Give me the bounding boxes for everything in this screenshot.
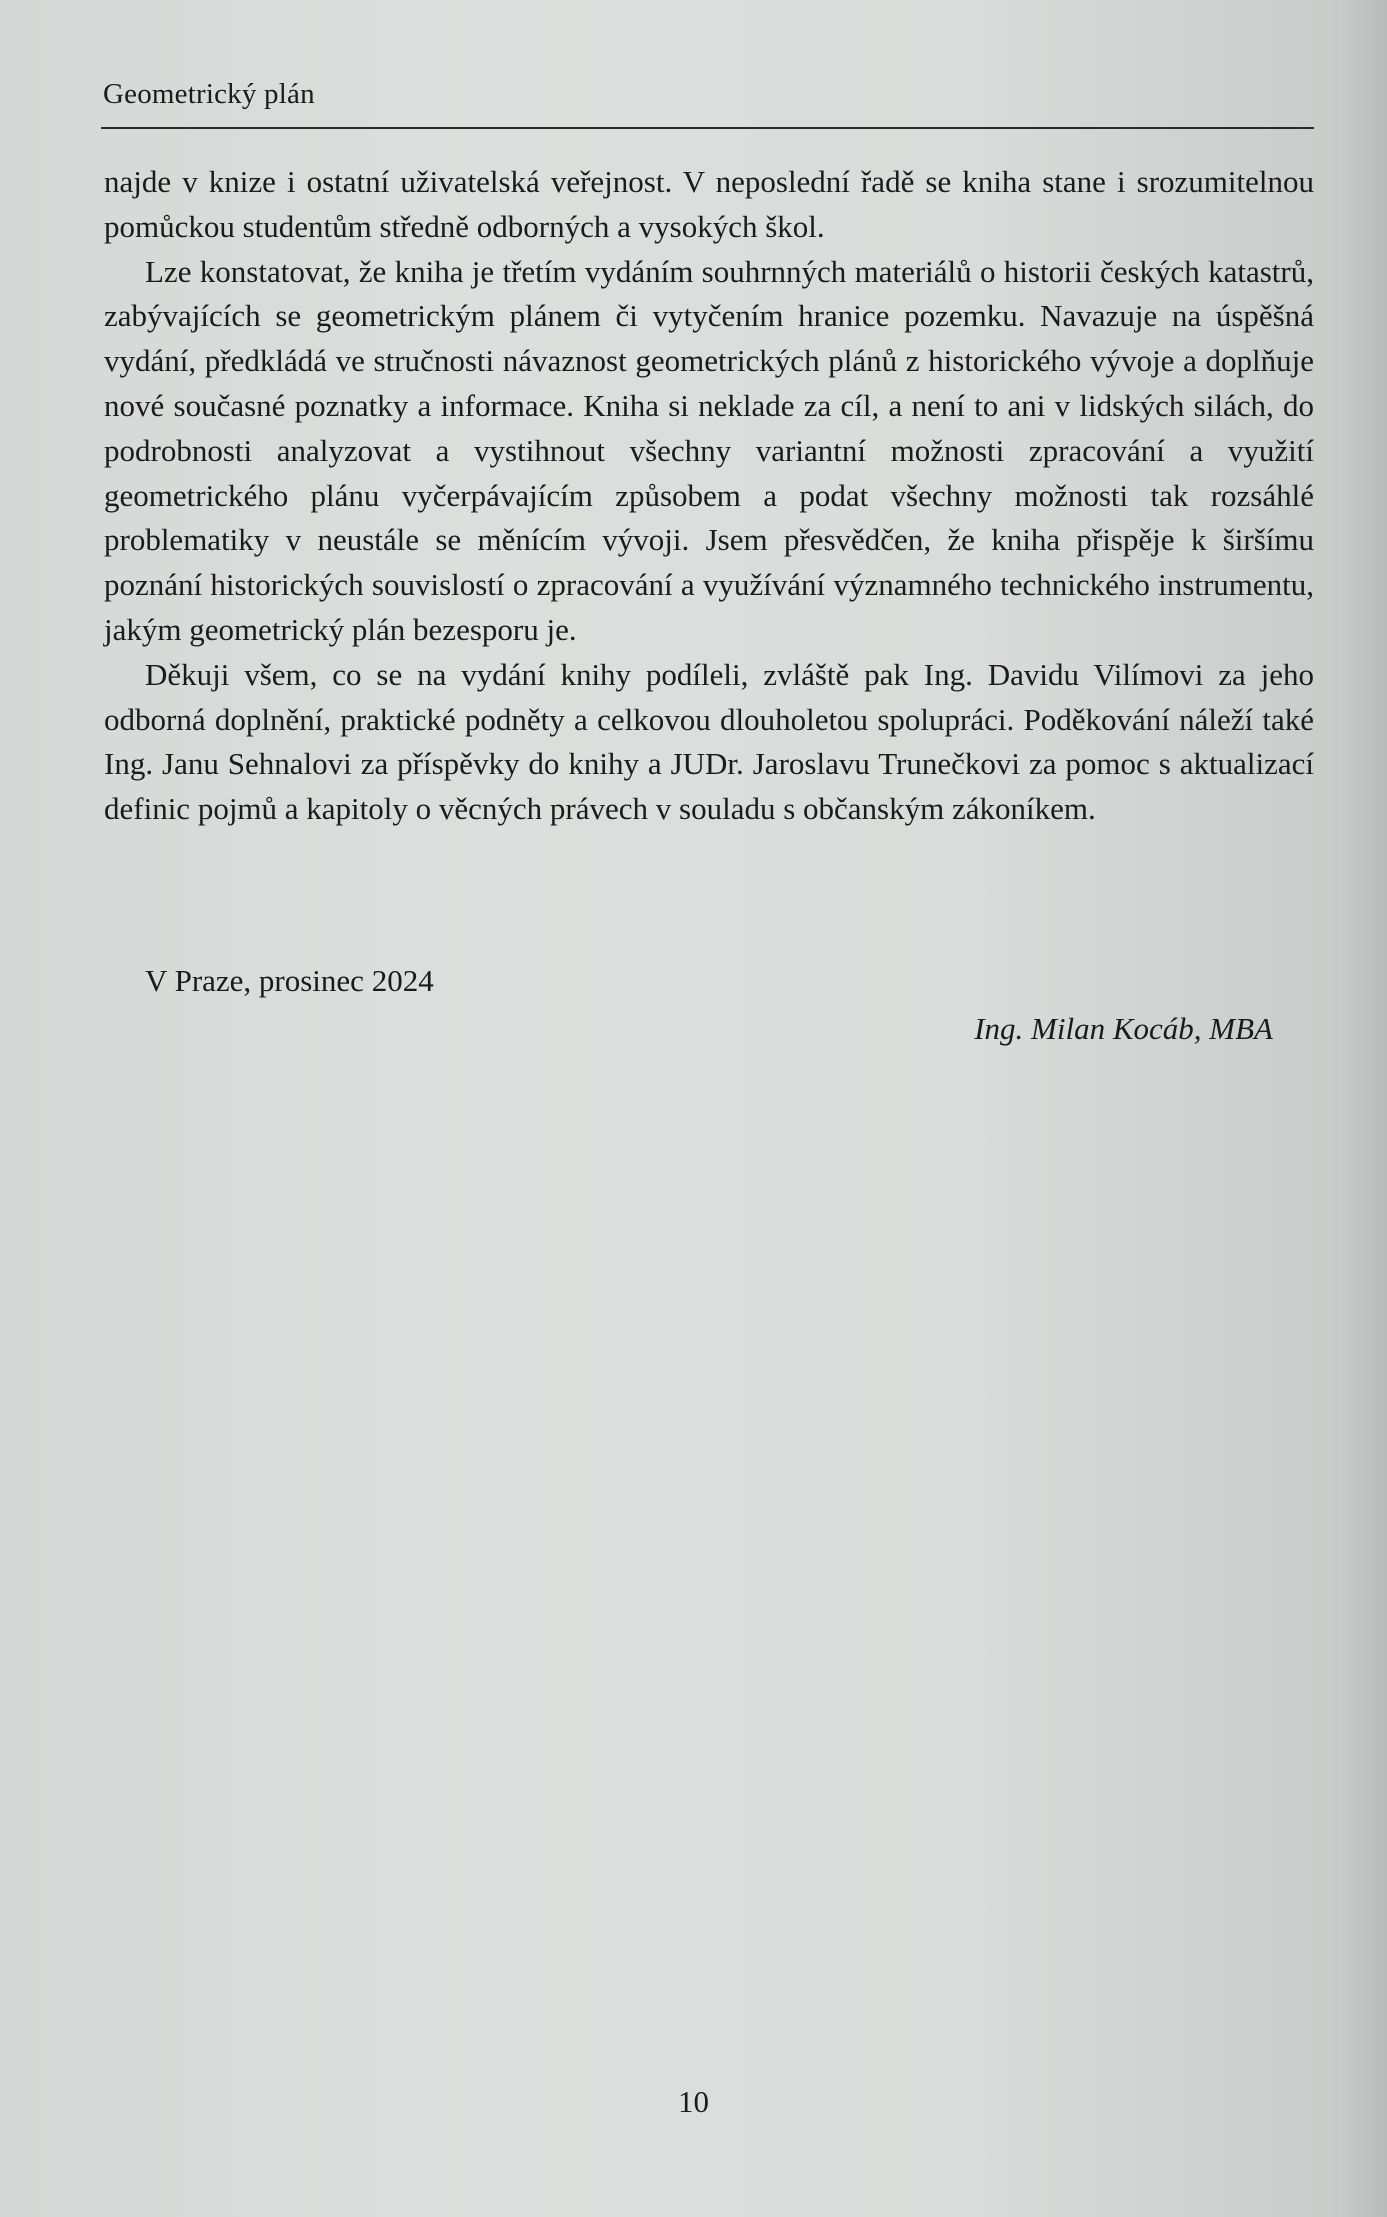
header-rule [101,127,1314,129]
signature: Ing. Milan Kocáb, MBA [974,1011,1273,1046]
running-head: Geometrický plán [103,78,315,110]
body-text [104,160,1314,832]
page-number: 10 [678,2084,709,2119]
paragraph-2: Lze konstatovat, že kniha je třetím vydáním souhrnných materiálů o historii českých katastrů, zabývajících se geometrickým plánem či vytyčením hranice pozemku. Navazuje na úspěšná vydání, předkládá ve stručnosti návaznost geometrických plánů z historického vývoje a doplňuje nové současné poznatky a informace. Kniha si neklade za cíl, a není to ani v lidských silách, do podrobnosti analyzovat a vystihnout všechny variantní možnosti zpracování a využití geometrického plánu vyčerpávajícím způsobem a podat všechny možnosti tak rozsáhlé problematiky v neustále se měnícím vývoji. Jsem přesvědčen, že kniha přispěje k širšímu poznání historických souvislostí o zpracování a využívání významného technického instrumentu, jakým geometrický plán bezesporu je. [104,253,1314,647]
paragraph-3: Děkuji všem, co se na vydání knihy podíleli, zvláště pak Ing. Davidu Vilímovi za jeho odborná doplnění, praktické podněty a celkovou dlouholetou spolupráci. Poděkování náleží také Ing. Janu Sehnalovi za příspěvky do knihy a JUDr. Jaroslavu Trunečkovi za pomoc s aktualizací definic pojmů a kapitoly o věcných právech v souladu s občanským zákoníkem. [104,656,1314,827]
place-date: V Praze, prosinec 2024 [145,963,434,998]
paragraph-1: najde v knize i ostatní uživatelská veřejnost. V neposlední řadě se kniha stane i srozumitelnou pomůckou studentům středně odborných a vysokých škol. [104,164,1314,244]
